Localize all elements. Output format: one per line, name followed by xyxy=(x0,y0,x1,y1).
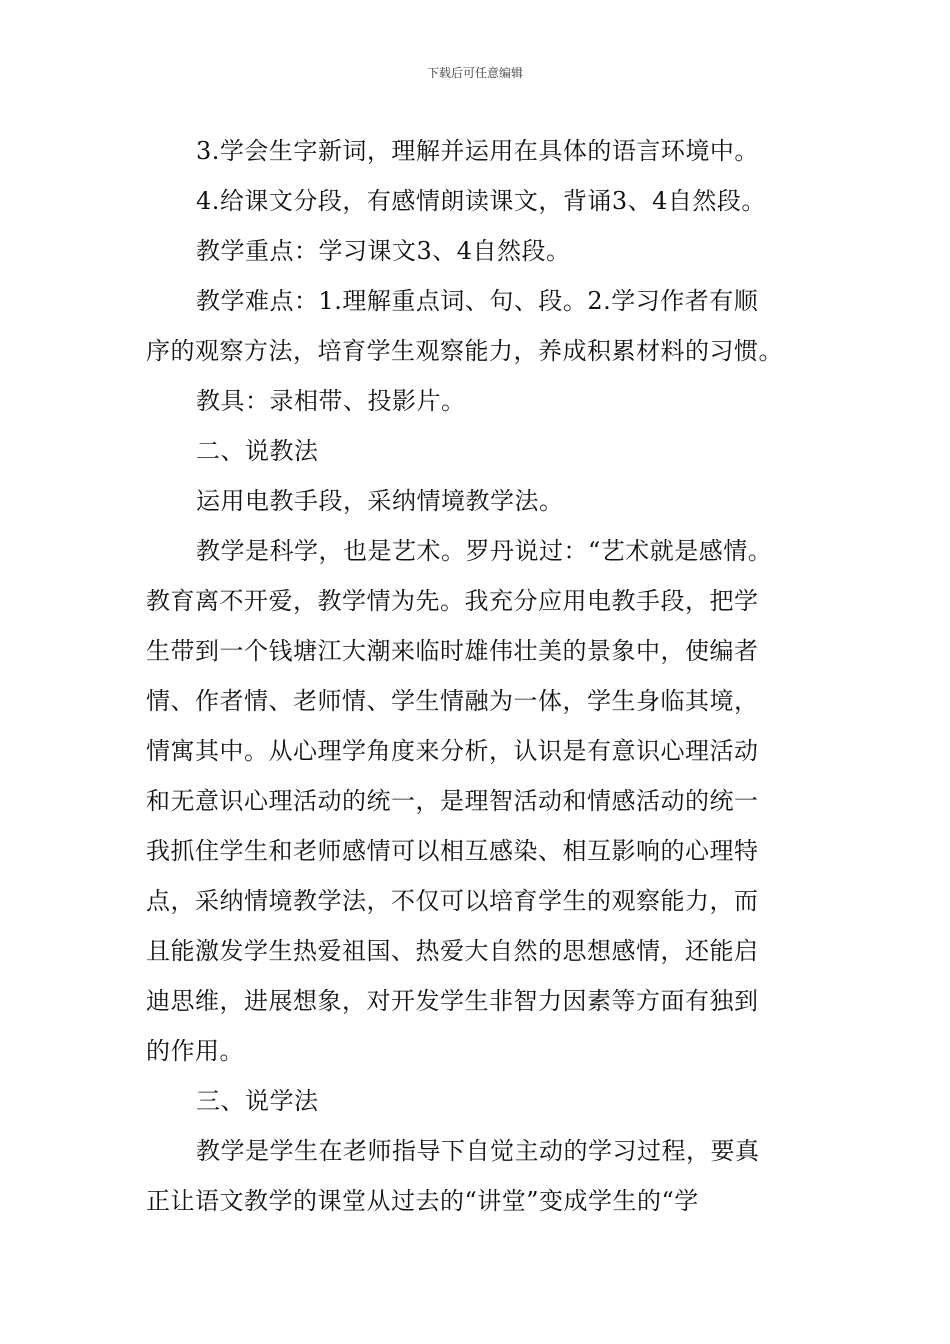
paragraph-line: 我抓住学生和老师感情可以相互感染、相互影响的心理特 xyxy=(146,837,759,865)
paragraph-line: 情、作者情、老师情、学生情融为一体，学生身临其境， xyxy=(146,687,759,715)
objective-4: 4.给课文分段，有感情朗读课文，背诵3、4自然段。 xyxy=(196,187,766,215)
teaching-aids: 教具：录相带、投影片。 xyxy=(196,387,466,415)
paragraph-line: 迪思维，进展想象，对开发学生非智力因素等方面有独到 xyxy=(146,987,759,1015)
paragraph-line: 和无意识心理活动的统一，是理智活动和情感活动的统一 xyxy=(146,787,759,815)
teaching-focus: 教学重点：学习课文3、4自然段。 xyxy=(196,237,571,265)
paragraph-line: 生带到一个钱塘江大潮来临时雄伟壮美的景象中，使编者 xyxy=(146,637,759,665)
section-heading-learning-method: 三、说学法 xyxy=(196,1087,319,1115)
paragraph-line: 点，采纳情境教学法，不仅可以培育学生的观察能力，而 xyxy=(146,887,759,915)
paragraph-line: 正让语文教学的课堂从过去的“讲堂”变成学生的“学 xyxy=(146,1187,699,1215)
paragraph-line: 情寓其中。从心理学角度来分析，认识是有意识心理活动 xyxy=(146,737,759,765)
teaching-difficulty-cont: 序的观察方法，培育学生观察能力，养成积累材料的习惯。 xyxy=(146,337,783,365)
paragraph-line: 教学是科学，也是艺术。罗丹说过：“艺术就是感情。 xyxy=(196,537,773,565)
objective-3: 3.学会生字新词，理解并运用在具体的语言环境中。 xyxy=(196,137,759,165)
paragraph-line: 教育离不开爱，教学情为先。我充分应用电教手段，把学 xyxy=(146,587,759,615)
teaching-difficulty: 教学难点：1.理解重点词、句、段。2.学习作者有顺 xyxy=(196,287,759,315)
paragraph-line: 且能激发学生热爱祖国、热爱大自然的思想感情，还能启 xyxy=(146,937,759,965)
page-header: 下载后可任意编辑 xyxy=(426,66,523,80)
section-heading-teaching-method: 二、说教法 xyxy=(196,437,319,465)
paragraph-line: 的作用。 xyxy=(146,1037,244,1065)
teaching-method-summary: 运用电教手段，采纳情境教学法。 xyxy=(196,487,564,515)
paragraph-line: 教学是学生在老师指导下自觉主动的学习过程，要真 xyxy=(196,1137,760,1165)
